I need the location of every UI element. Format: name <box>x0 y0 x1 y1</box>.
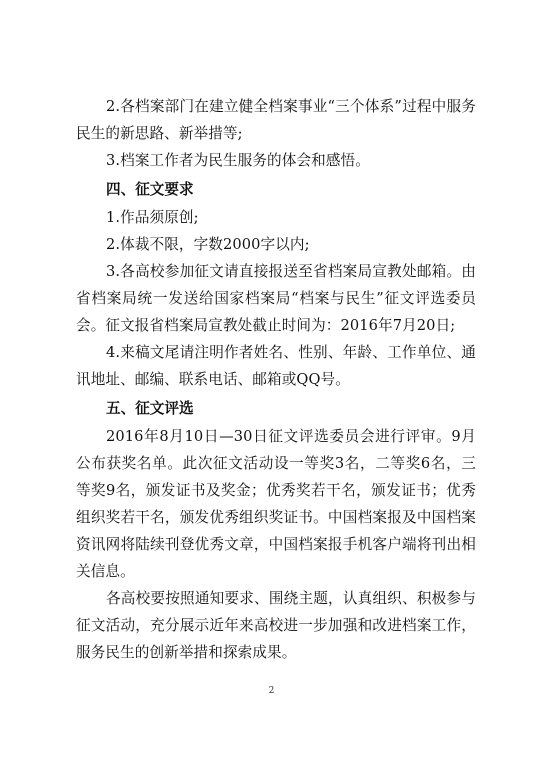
requirement-item-4: 4.来稿文尾请注明作者姓名、性别、年龄、工作单位、通讯地址、邮编、联系电话、邮箱或QQ号。 <box>76 344 476 388</box>
evaluation-paragraph-1: 2016年8月10日—30日征文评选委员会进行评审。9月公布获奖名单。此次征文活动设一等奖3名，二等奖6名，三等奖9名，颁发证书及奖金；优秀奖若干名，颁发证书；优秀组织奖若干名，颁发优秀组织奖证书。中国档案报及中国档案资讯网将陆续刊登优秀文章，中国档案报手机客户端将刊出相关信息。 <box>76 428 476 580</box>
section-heading-evaluation: 五、征文评选 <box>106 400 194 417</box>
paragraph-item-3: 3.档案工作者为民生服务的体会和感悟。 <box>106 152 370 169</box>
section-heading-requirements: 四、征文要求 <box>106 181 194 198</box>
page-number: 2 <box>268 686 275 696</box>
paragraph-item-2: 2.各档案部门在建立健全档案事业“三个体系”过程中服务民生的新思路、新举措等; <box>76 98 476 142</box>
requirement-item-1: 1.作品须原创; <box>106 209 199 226</box>
document-body <box>76 93 476 666</box>
requirement-item-2: 2.体裁不限，字数2000字以内; <box>106 236 310 253</box>
evaluation-paragraph-2: 各高校要按照通知要求、围绕主题，认真组织、积极参与征文活动，充分展示近年来高校进一步加强和改进档案工作，服务民生的创新举措和探索成果。 <box>76 590 476 661</box>
requirement-item-3: 3.各高校参加征文请直接报送至省档案局宣教处邮箱。由省档案局统一发送给国家档案局“档案与民生”征文评选委员会。征文报省档案局宣教处截止时间为：2016年7月20日; <box>76 263 476 334</box>
